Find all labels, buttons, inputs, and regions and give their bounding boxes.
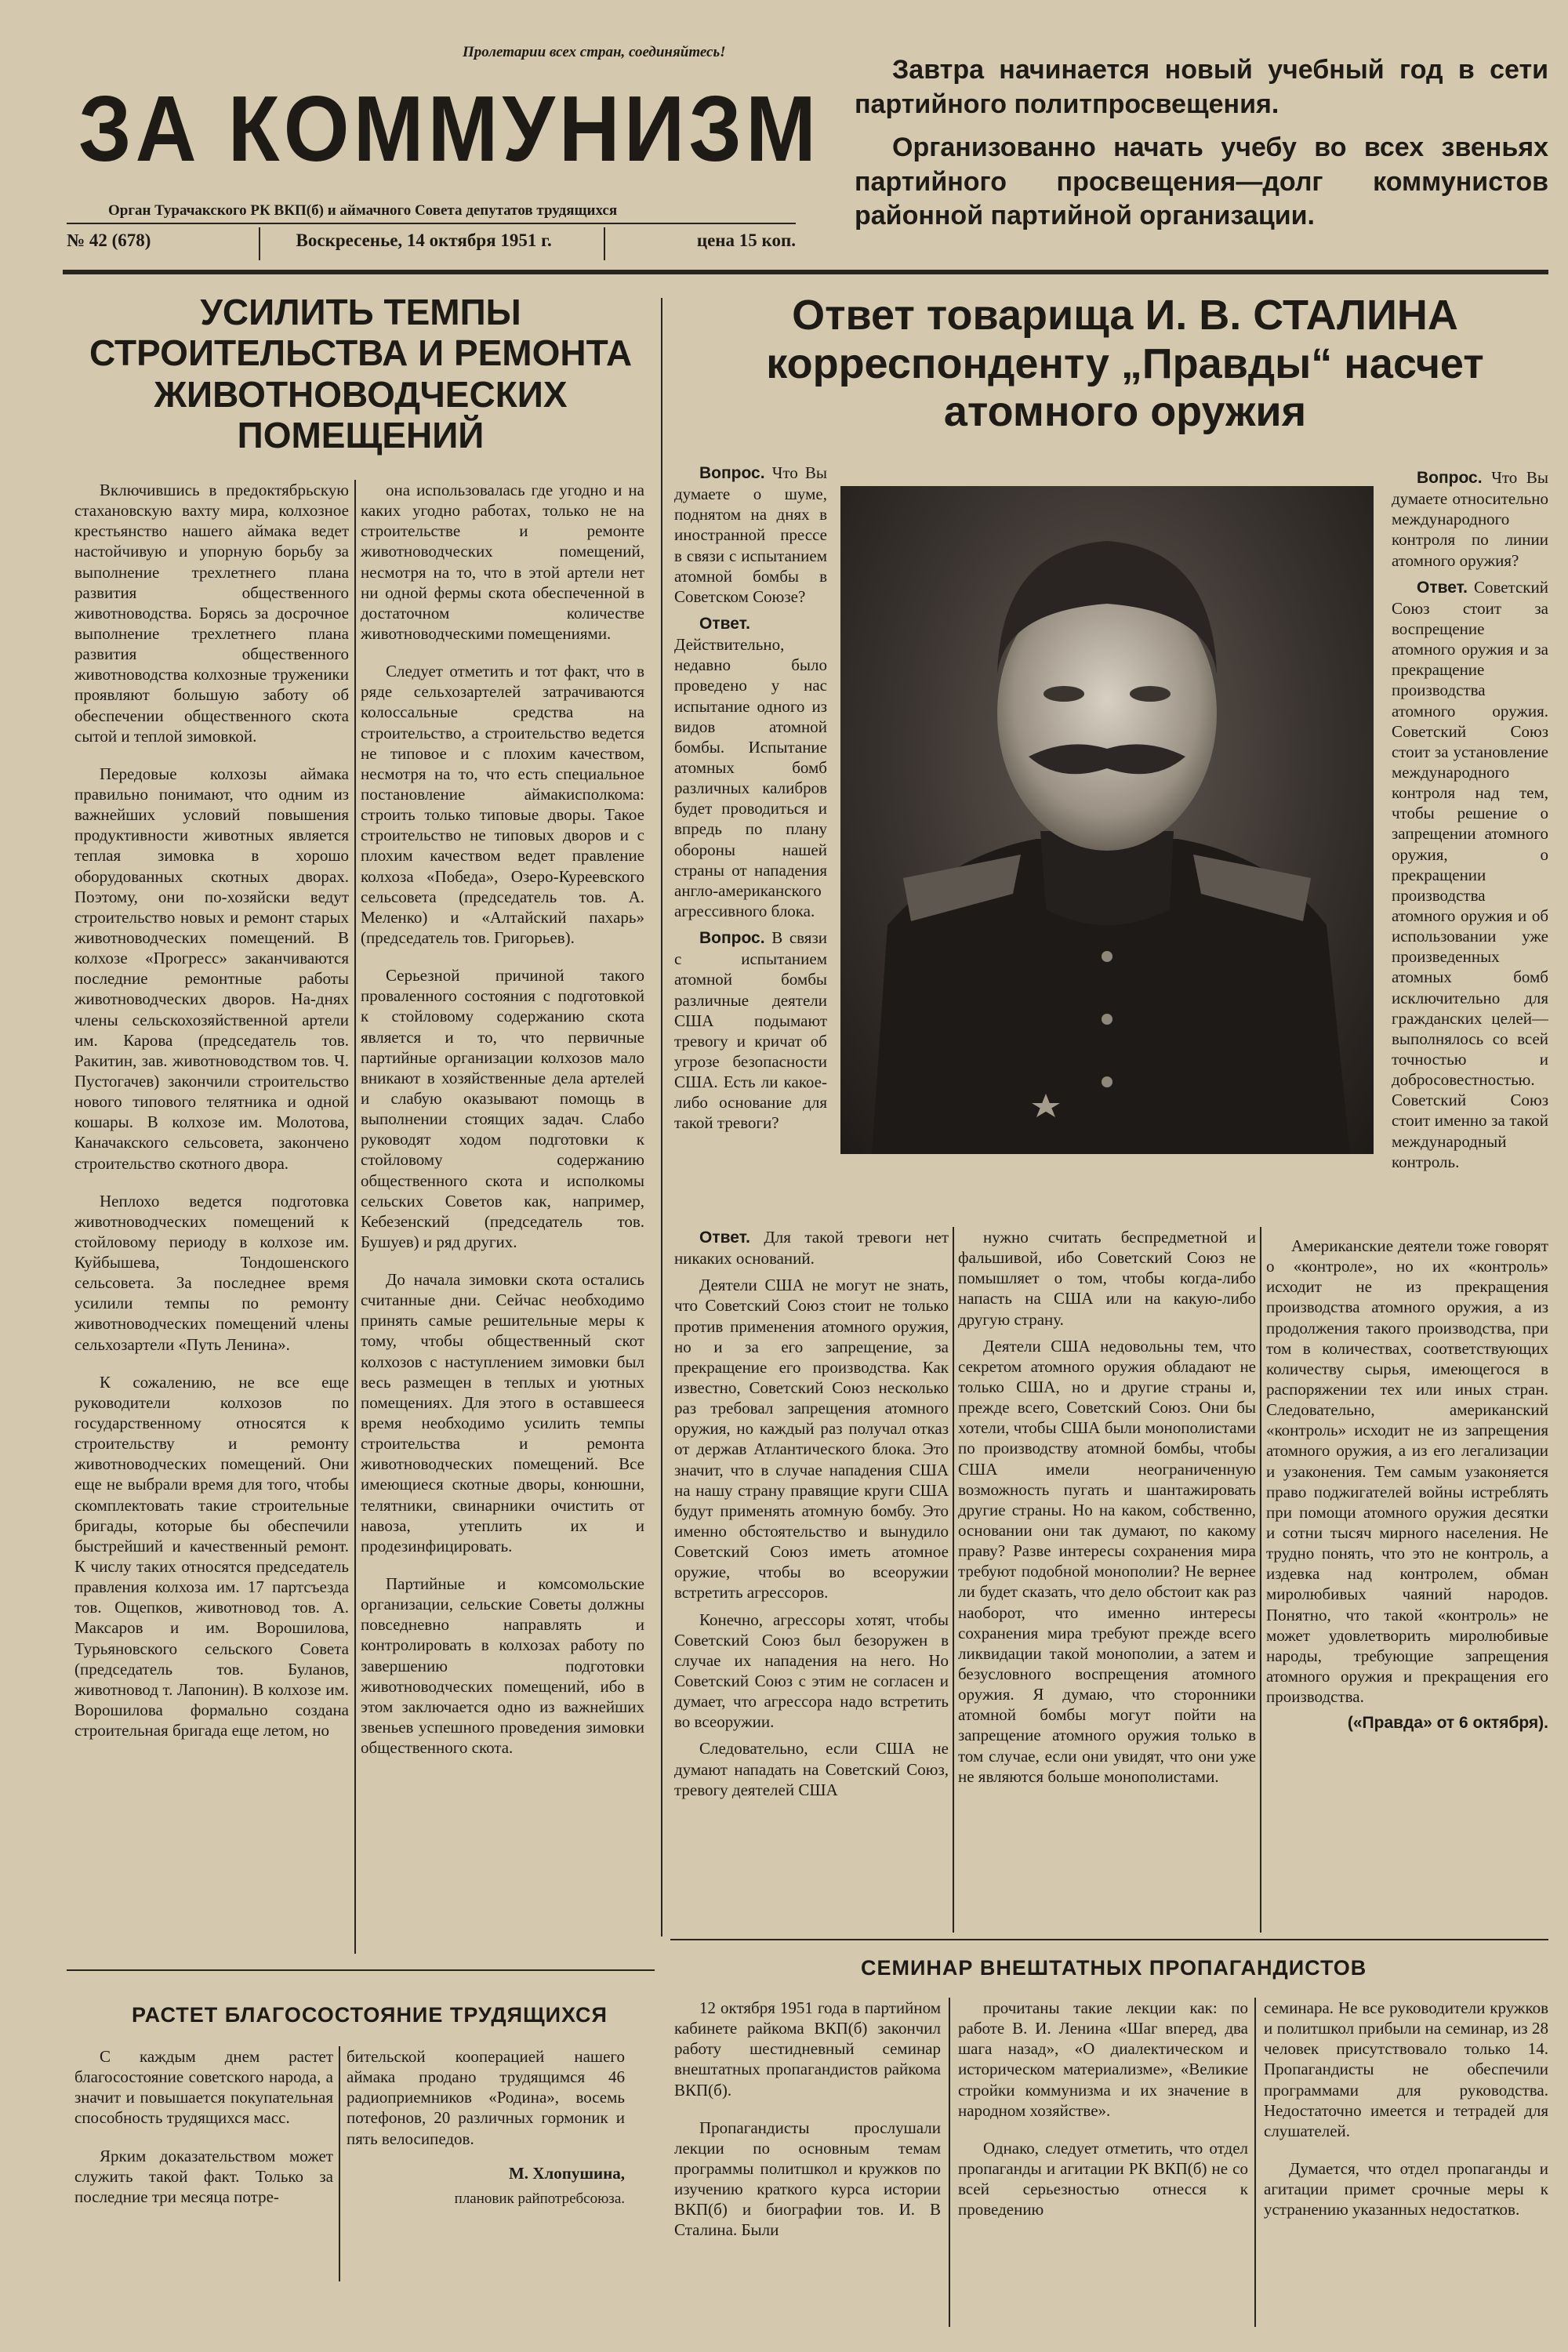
portrait-illustration [840, 486, 1374, 1154]
answer-3-text: Советский Союз стоит за воспрещение атомного оружия и за прекращение производства атомного оружия. Советский Союз стоит за установление международного контроля над тем, чтобы решение о запрещении атомного оружия, о прекращении производства атомного оружия и об использовании уже произведенных атомных бомб исключительно для гражданских целей—выполнялось со всей точностью и добросовестностью. Советский Союз стоит именно за такой международный контроль. [1392, 577, 1548, 1171]
seminar-column-1 [674, 1998, 941, 2343]
stalin-lower-column-1 [674, 1227, 949, 1936]
paragraph: Включившись в предоктябрьскую стахановскую вахту мира, колхозное крестьянство нашего аймака ведет настойчивую и упорную борьбу за выполнение трехлетнего плана развития общественного животноводства. Борясь за досрочное выполнение трехлетнего плана развития общественного животноводства колхозные труженики проявляют большую заботу об обеспечении общественного скота сытой и теплой зимовкой. [74, 481, 349, 746]
paragraph: Следовательно, если США не думают нападать на Советский Союз, тревогу деятелей США [674, 1739, 949, 1799]
paragraph: 12 октября 1951 года в партийном кабинете райкома ВКП(б) закончил работу шестидневный семинар внештатных пропагандистов райкома ВКП(б). [674, 1998, 941, 2100]
paragraph: Деятели США не могут не знать, что Советский Союз стоит не только против применения атомного оружия, но и за его запрещение, за прекращение его производства. Как известно, Советский Союз несколько раз требовал запрещения атомного оружия, но каждый раз получал отказ от держав Атлантического блока. Это значит, что в случае нападения США на нашу страну правящие круги США будут применять атомную бомбу. Это именно обстоятельство и вынудило Советский Союз иметь атомное оружие, чтобы во всеоружии встретить агрессоров. [674, 1276, 949, 1602]
paragraph: Ярким доказательством может служить такой факт. Только за последние три месяца потре- [74, 2146, 333, 2206]
masthead-motto: Пролетарии всех стран, соединяйтесь! [463, 44, 726, 60]
stalin-lower-column-3 [1266, 1236, 1548, 1937]
column-rule [953, 1227, 954, 1933]
source-citation: («Правда» от 6 октября). [1347, 1714, 1548, 1733]
question-label: Вопрос. [1417, 469, 1483, 487]
stalin-right-column [1392, 467, 1548, 1236]
welfare-column-1 [74, 2046, 333, 2336]
issue-date: Воскресенье, 14 октября 1951 г. [296, 230, 552, 250]
column-rule [1254, 1998, 1256, 2327]
question-2-text: В связи с испытанием атомной бомбы различные деятели США подымают тревогу и кричат об угрозе безопасности США. Есть ли какое-либо основание для такой тревоги? [674, 928, 827, 1133]
welfare-column-2 [347, 2046, 625, 2344]
seminar-headline: СЕМИНАР ВНЕШТАТНЫХ ПРОПАГАНДИСТОВ [861, 1956, 1367, 1980]
issue-price: цена 15 коп. [696, 230, 796, 250]
paragraph: К сожалению, не все еще руководители колхозов по государственному относятся к строительству и ремонту животноводческих помещений. Они еще не выбрали время для того, чтобы скомплектовать такие строительные бригады, которые бы обеспечили быстрейший и качественный ремонт. К числу таких относятся председатель правления колхоза им. 17 партсъезда тов. Ощепков, животновод тов. А. Максаров и им. Ворошилова, Турьяновского сельского Совета (председатель тов. Буланов, животновод т. Лапонин). В колхозе им. Ворошилова формально создана строительная бригада еще летом, но [74, 1372, 349, 1740]
question-label: Вопрос. [699, 464, 765, 482]
paragraph: До начала зимовки скота остались считанные дни. Сейчас необходимо принять самые решительные меры к тому, чтобы общественный скот колхозов с наступлением зимовки был весь размещен в теплых и уютных помещениях. Для этого в оставшееся время необходимо усилить темпы строительства и ремонта животноводческих помещений. Все имеющиеся скотные дворы, конюшни, телятники, свинарники очистить от навоза, утеплить их и продезинфицировать. [361, 1270, 644, 1555]
left-article-column-2 [361, 480, 644, 1958]
paragraph: Партийные и комсомольские организации, сельские Советы должны повседневно направлять и контролировать в колхозах работу по завершению подготовки животноводческих помещений, ибо в этом заключается одно из важнейших звеньев успешного проведения зимовки общественного скота. [361, 1574, 644, 1758]
seminar-rule [670, 1939, 1548, 1940]
answer-2-text: Для такой тревоги нет никаких оснований. [674, 1228, 949, 1269]
seminar-column-3 [1264, 1998, 1548, 2343]
paragraph: С каждым днем растет благосостояние советского народа, а значит и повышается покупательная способность трудящихся масс. [74, 2047, 333, 2128]
masthead-rule-bottom [63, 270, 1548, 274]
welfare-rule [67, 1969, 655, 1971]
welfare-headline: РАСТЕТ БЛАГОСОСТОЯНИЕ ТРУДЯЩИХСЯ [132, 2003, 608, 2027]
author-title: плановик райпотребсоюза. [454, 2190, 625, 2207]
stalin-left-column [674, 463, 827, 1227]
answer-1-text: Действительно, недавно было проведено у нас испытание одного из видов атомной бомбы. Испытание атомных бомб различных калибров будет проводиться и впредь по плану обороны нашей страны от нападения англо-американского агрессивного блока. [674, 635, 827, 920]
paragraph: прочитаны такие лекции как: по работе В. И. Ленина «Шаг вперед, два шага назад», «О диалектическом и историческом материализме», «Великие стройки коммунизма и их значение в народном хозяйстве». [958, 1998, 1248, 2120]
paragraph: Передовые колхозы аймака правильно понимают, что одним из важнейших условий повышения продуктивности животных является теплая зимовка в хорошо оборудованных скотных дворах. Поэтому, они по-хозяйски ведут строительство новых и ремонт старых животноводческих помещений. В колхозе «Прогресс» заканчиваются последние ремонтные работы животноводческих дворов. На-днях члены сельскохозяйственной артели им. Карова (председатель тов. Ракитин, зав. животноводством тов. Ч. Пустогачев) закончили строительство нового типового телятника и одной кошары. В колхозе им. Молотова, Каначакского сельсовета, закончено строительство скотного двора. [74, 764, 349, 1173]
question-3-text: Что Вы думаете относительно международного контроля по линии атомного оружия? [1392, 468, 1548, 570]
paragraph: Конечно, агрессоры хотят, чтобы Советский Союз был безоружен в случае их нападения на него. Но Советский Союз с этим не согласен и думает, что агрессора надо встретить во всеоружии. [674, 1610, 949, 1732]
column-rule [354, 480, 356, 1954]
paragraph: Неплохо ведется подготовка животноводческих помещений к стойловому периоду в колхозе им. Куйбышева, Тондошенского сельсовета. За последнее время усилили темпы по ремонту животноводческих помещений члены сельхозартели «Путь Ленина». [74, 1191, 349, 1354]
question-label: Вопрос. [699, 929, 765, 948]
issue-divider-1 [259, 227, 260, 260]
paragraph: семинара. Не все руководители кружков и политшкол прибыли на семинар, из 28 человек присутствовало только 14. Пропагандисты не обеспечили программами для руководства. Недостаточно имеется и тетрадей для слушателей. [1264, 1998, 1548, 2140]
paragraph: нужно считать беспредметной и фальшивой, ибо Советский Союз не помышляет о том, чтобы когда-либо напасть на США или на какую-либо другую страну. [958, 1228, 1256, 1329]
paragraph: Деятели США недовольны тем, что секретом атомного оружия обладают не только США, но и другие страны и, прежде всего, Советский Союз. Они бы хотели, чтобы США были монополистами по производству атомной бомбы, чтобы США имели неограниченную возможность пугать и шантажировать другие страны. Но на каком, собственно, основании они так думают, по какому праву? Разве интересы сохранения мира требуют подобной монополии? Не вернее ли будет сказать, что дело обстоит как раз наоборот, что именно интересы сохранения мира требуют прежде всего ликвидации такой монополии, а затем и безусловного воспрещения атомного оружия. Я думаю, что сторонники атомной бомбы могут пойти на запрещение атомного оружия только в том случае, если они увидят, что они уже не являются больше монополистами. [958, 1336, 1256, 1786]
answer-label: Ответ. [699, 614, 750, 633]
paragraph: она использовалась где угодно и на каких угодно работах, только не на строительстве и ремонте животноводческих помещений, несмотря на то, что в этой артели нет ни одной фермы скота обеспеченной в достаточном количестве животноводческими помещениями. [361, 481, 644, 643]
column-rule [949, 1998, 950, 2327]
stalin-portrait-photo [840, 486, 1374, 1154]
section-rule-main [661, 298, 662, 1936]
author-name: М. Хлопушина, [508, 2163, 625, 2183]
column-rule [339, 2046, 340, 2281]
paragraph: Серьезной причиной такого проваленного состояния с подготовкой к стойловому содержанию скота является и то, что первичные партийные организации колхозов мало вникают в хозяйственные дела артелей и слабую оказывают помощь в выполнении стоящих задач. Слабо руководят ходом подготовки к стойловому содержанию общественного скота и исполкомы сельских Советов как, например, Кебезенский (председатель тов. Бушуев) и ряд других. [361, 966, 644, 1251]
slogan-line-2: Организованно начать учебу во всех звеньях партийного просвещения—долг коммунистов районной партийной организации. [855, 132, 1548, 231]
paragraph: Американские деятели тоже говорят о «контроле», но их «контроль» исходит не из прекращения производства атомного оружия, а из продолжения такого производства, при том в количествах, соответствующих количеству сырья, имеющегося в распоряжении тех или иных стран. Следовательно, американский «контроль» исходит не из запрещения атомного оружия, а из его легализации и узаконения. Тем самым узаконяется право поджигателей войны истреблять при помощи атомного оружия десятки и сотни тысяч мирного населения. Не трудно понять, что это не контроль, а издевка над контролем, обман миролюбивых чаяний народов. Понятно, что такой «контроль» не может удовлетворить миролюбивые народы, требующие запрещения атомного оружия и прекращения его производства. [1266, 1236, 1548, 1707]
column-rule [1260, 1227, 1261, 1933]
paragraph: Однако, следует отметить, что отдел пропаганды и агитации РК ВКП(б) не со всей серьезностью отнесся к проведению [958, 2138, 1248, 2220]
issue-number: № 42 (678) [67, 230, 151, 250]
left-article-headline: УСИЛИТЬ ТЕМПЫ СТРОИТЕЛЬСТВА И РЕМОНТА ЖИВОТНОВОДЧЕСКИХ ПОМЕЩЕНИЙ [89, 292, 633, 456]
stalin-lower-column-2 [958, 1227, 1256, 1936]
seminar-column-2 [958, 1998, 1248, 2343]
issue-line [67, 230, 796, 251]
slogan-line-1: Завтра начинается новый учебный год в сети партийного политпросвещения. [855, 55, 1548, 119]
issue-divider-2 [604, 227, 605, 260]
left-article-column-1 [74, 480, 349, 1958]
newspaper-organ-line: Орган Турачакского РК ВКП(б) и аймачного Совета депутатов трудящихся [108, 202, 618, 219]
answer-label: Ответ. [1417, 578, 1468, 597]
masthead-rule-top [67, 223, 796, 224]
paragraph: бительской кооперацией нашего аймака продано трудящимся 46 радиоприемников «Родина», восемь потефонов, 20 различных гормоник и пять велосипедов. [347, 2047, 625, 2148]
paragraph: Пропагандисты прослушали лекции по основным темам программы политшкол и кружков по изучению краткого курса истории ВКП(б) и биографии тов. И. В Сталина. Были [674, 2118, 941, 2240]
header-slogan [855, 53, 1548, 243]
question-1-text: Что Вы думаете о шуме, поднятом на днях в иностранной прессе в связи с испытанием атомной бомбы в Советском Союзе? [674, 463, 827, 606]
answer-label: Ответ. [699, 1229, 750, 1247]
newspaper-title: ЗА КОММУНИЗМ [78, 76, 820, 181]
paragraph: Думается, что отдел пропаганды и агитации примет срочные меры к устранению указанных недостатков. [1264, 2158, 1548, 2220]
stalin-answer-headline: Ответ товарища И. В. СТАЛИНА корреспонденту „Правды“ насчет атомного оружия [766, 292, 1484, 436]
paragraph: Следует отметить и тот факт, что в ряде сельхозартелей затрачиваются колоссальные средства на строительство, а строительство ведется не типовое и с плохим качеством, несмотря на то, что есть специальное постановление аймакисполкома: строить только типовые дворы. Такое строительство не типовых дворов и с плохим качеством ведет правление колхоза «Победа», Озеро-Куреевского сельсовета (председатель тов. А. Меленко) и «Алтайский пахарь» (председатель тов. Григорьев). [361, 662, 644, 947]
